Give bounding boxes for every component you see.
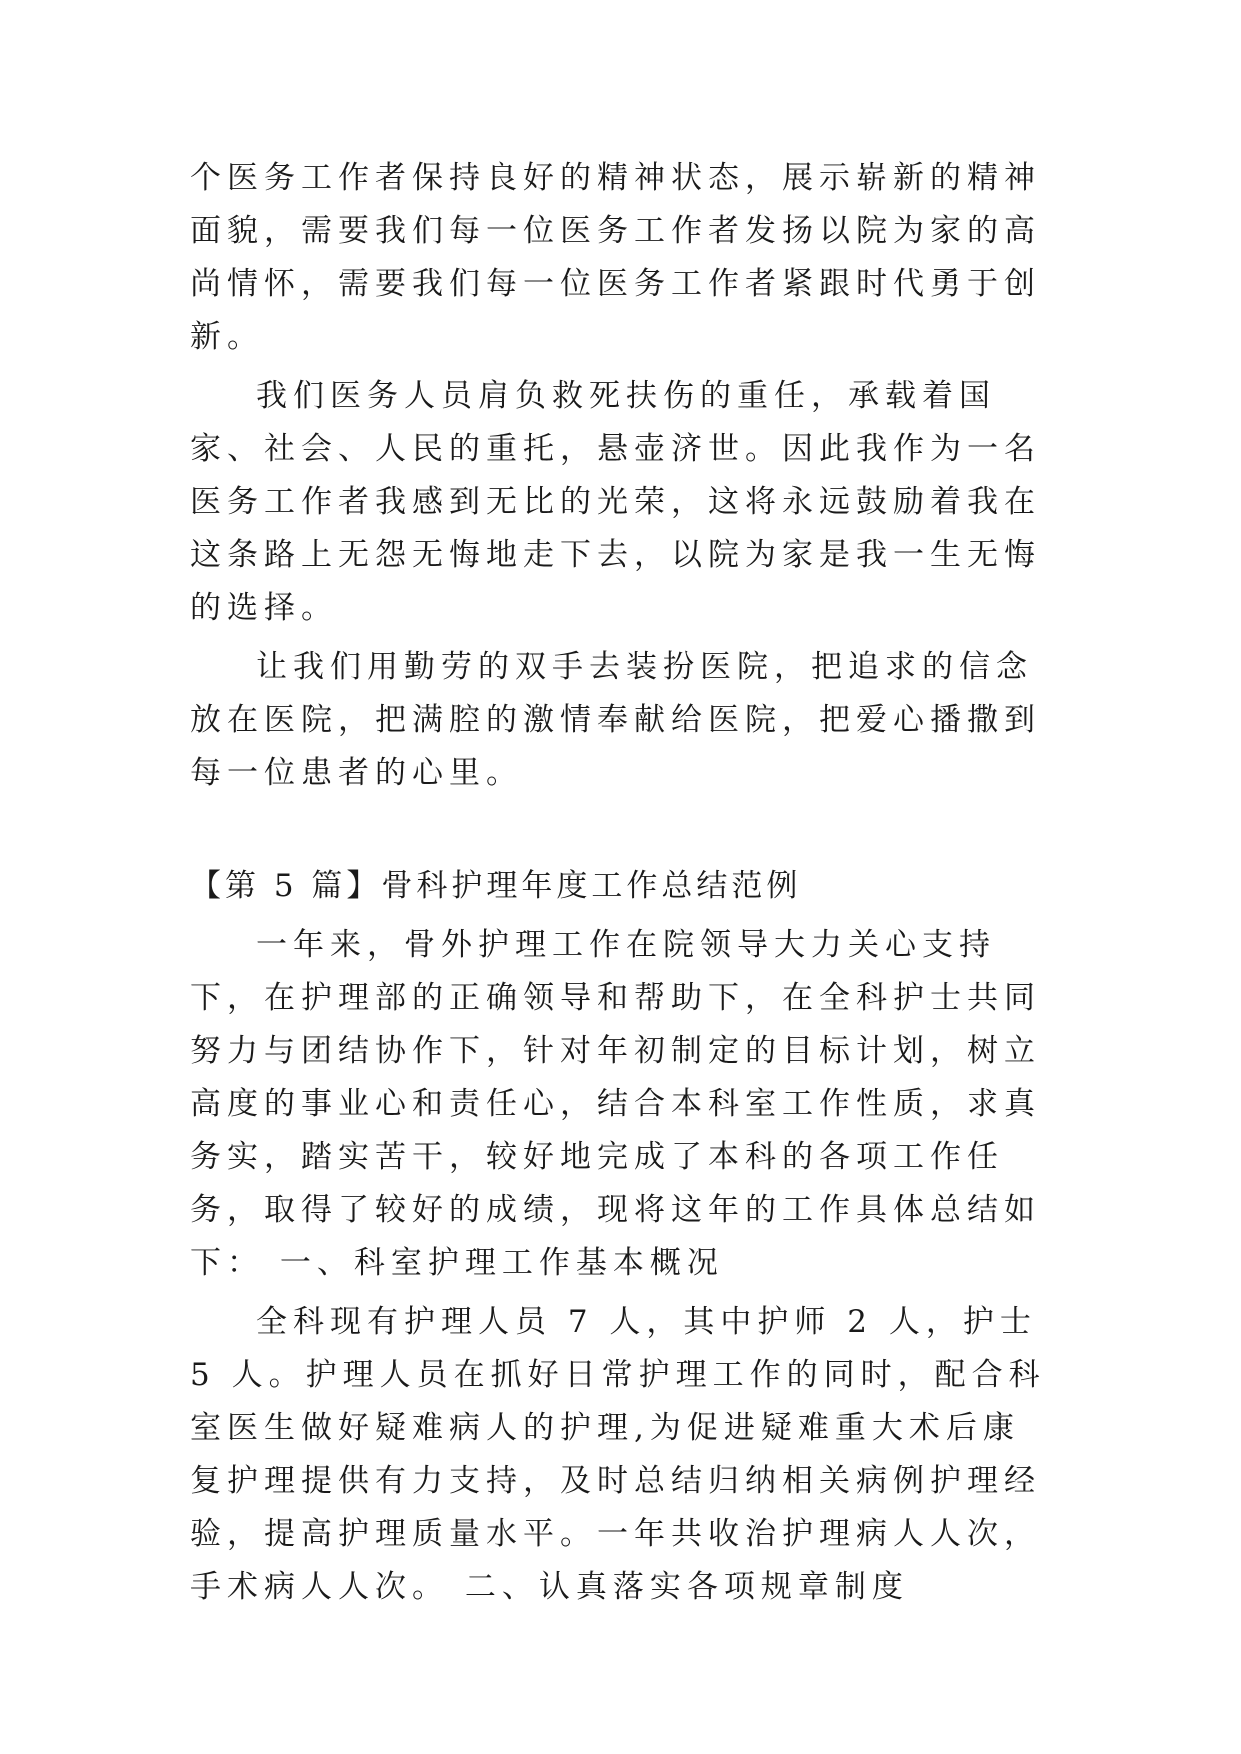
paragraph-3: 让我们用勤劳的双手去装扮医院，把追求的信念放在医院，把满腔的激情奉献给医院，把爱心播撒到每一位患者的心里。 — [190, 649, 1041, 791]
paragraph-4: 一年来，骨外护理工作在院领导大力关心支持下，在护理部的正确领导和帮助下，在全科护士共同努力与团结协作下，针对年初制定的目标计划，树立高度的事业心和责任心，结合本科室工作性质，求真务实，踏实苦干，较好地完成了本科的各项工作任务，取得了较好的成绩，现将这年的工作具体总结如下： 一、科室护理工作基本概况 — [190, 927, 1041, 1281]
paragraph-1: 个医务工作者保持良好的精神状态，展示崭新的精神面貌，需要我们每一位医务工作者发扬以院为家的高尚情怀，需要我们每一位医务工作者紧跟时代勇于创新。 — [190, 160, 1041, 355]
document-page — [190, 152, 1050, 1620]
paragraph-2: 我们医务人员肩负救死扶伤的重任，承载着国家、社会、人民的重托，悬壶济世。因此我作为一名医务工作者我感到无比的光荣，这将永远鼓励着我在这条路上无怨无悔地走下去，以院为家是我一生无悔的选择。 — [190, 378, 1041, 626]
section-heading: 【第 5 篇】骨科护理年度工作总结范例 — [190, 868, 802, 904]
paragraph-5: 全科现有护理人员 7 人，其中护师 2 人，护士 5 人。护理人员在抓好日常护理工作的同时，配合科室医生做好疑难病人的护理,为促进疑难重大术后康复护理提供有力支持，及时总结归纳相关病例护理经验，提高护理质量水平。一年共收治护理病人人次，手术病人人次。 二、认真落实各项规章制度 — [190, 1304, 1046, 1605]
